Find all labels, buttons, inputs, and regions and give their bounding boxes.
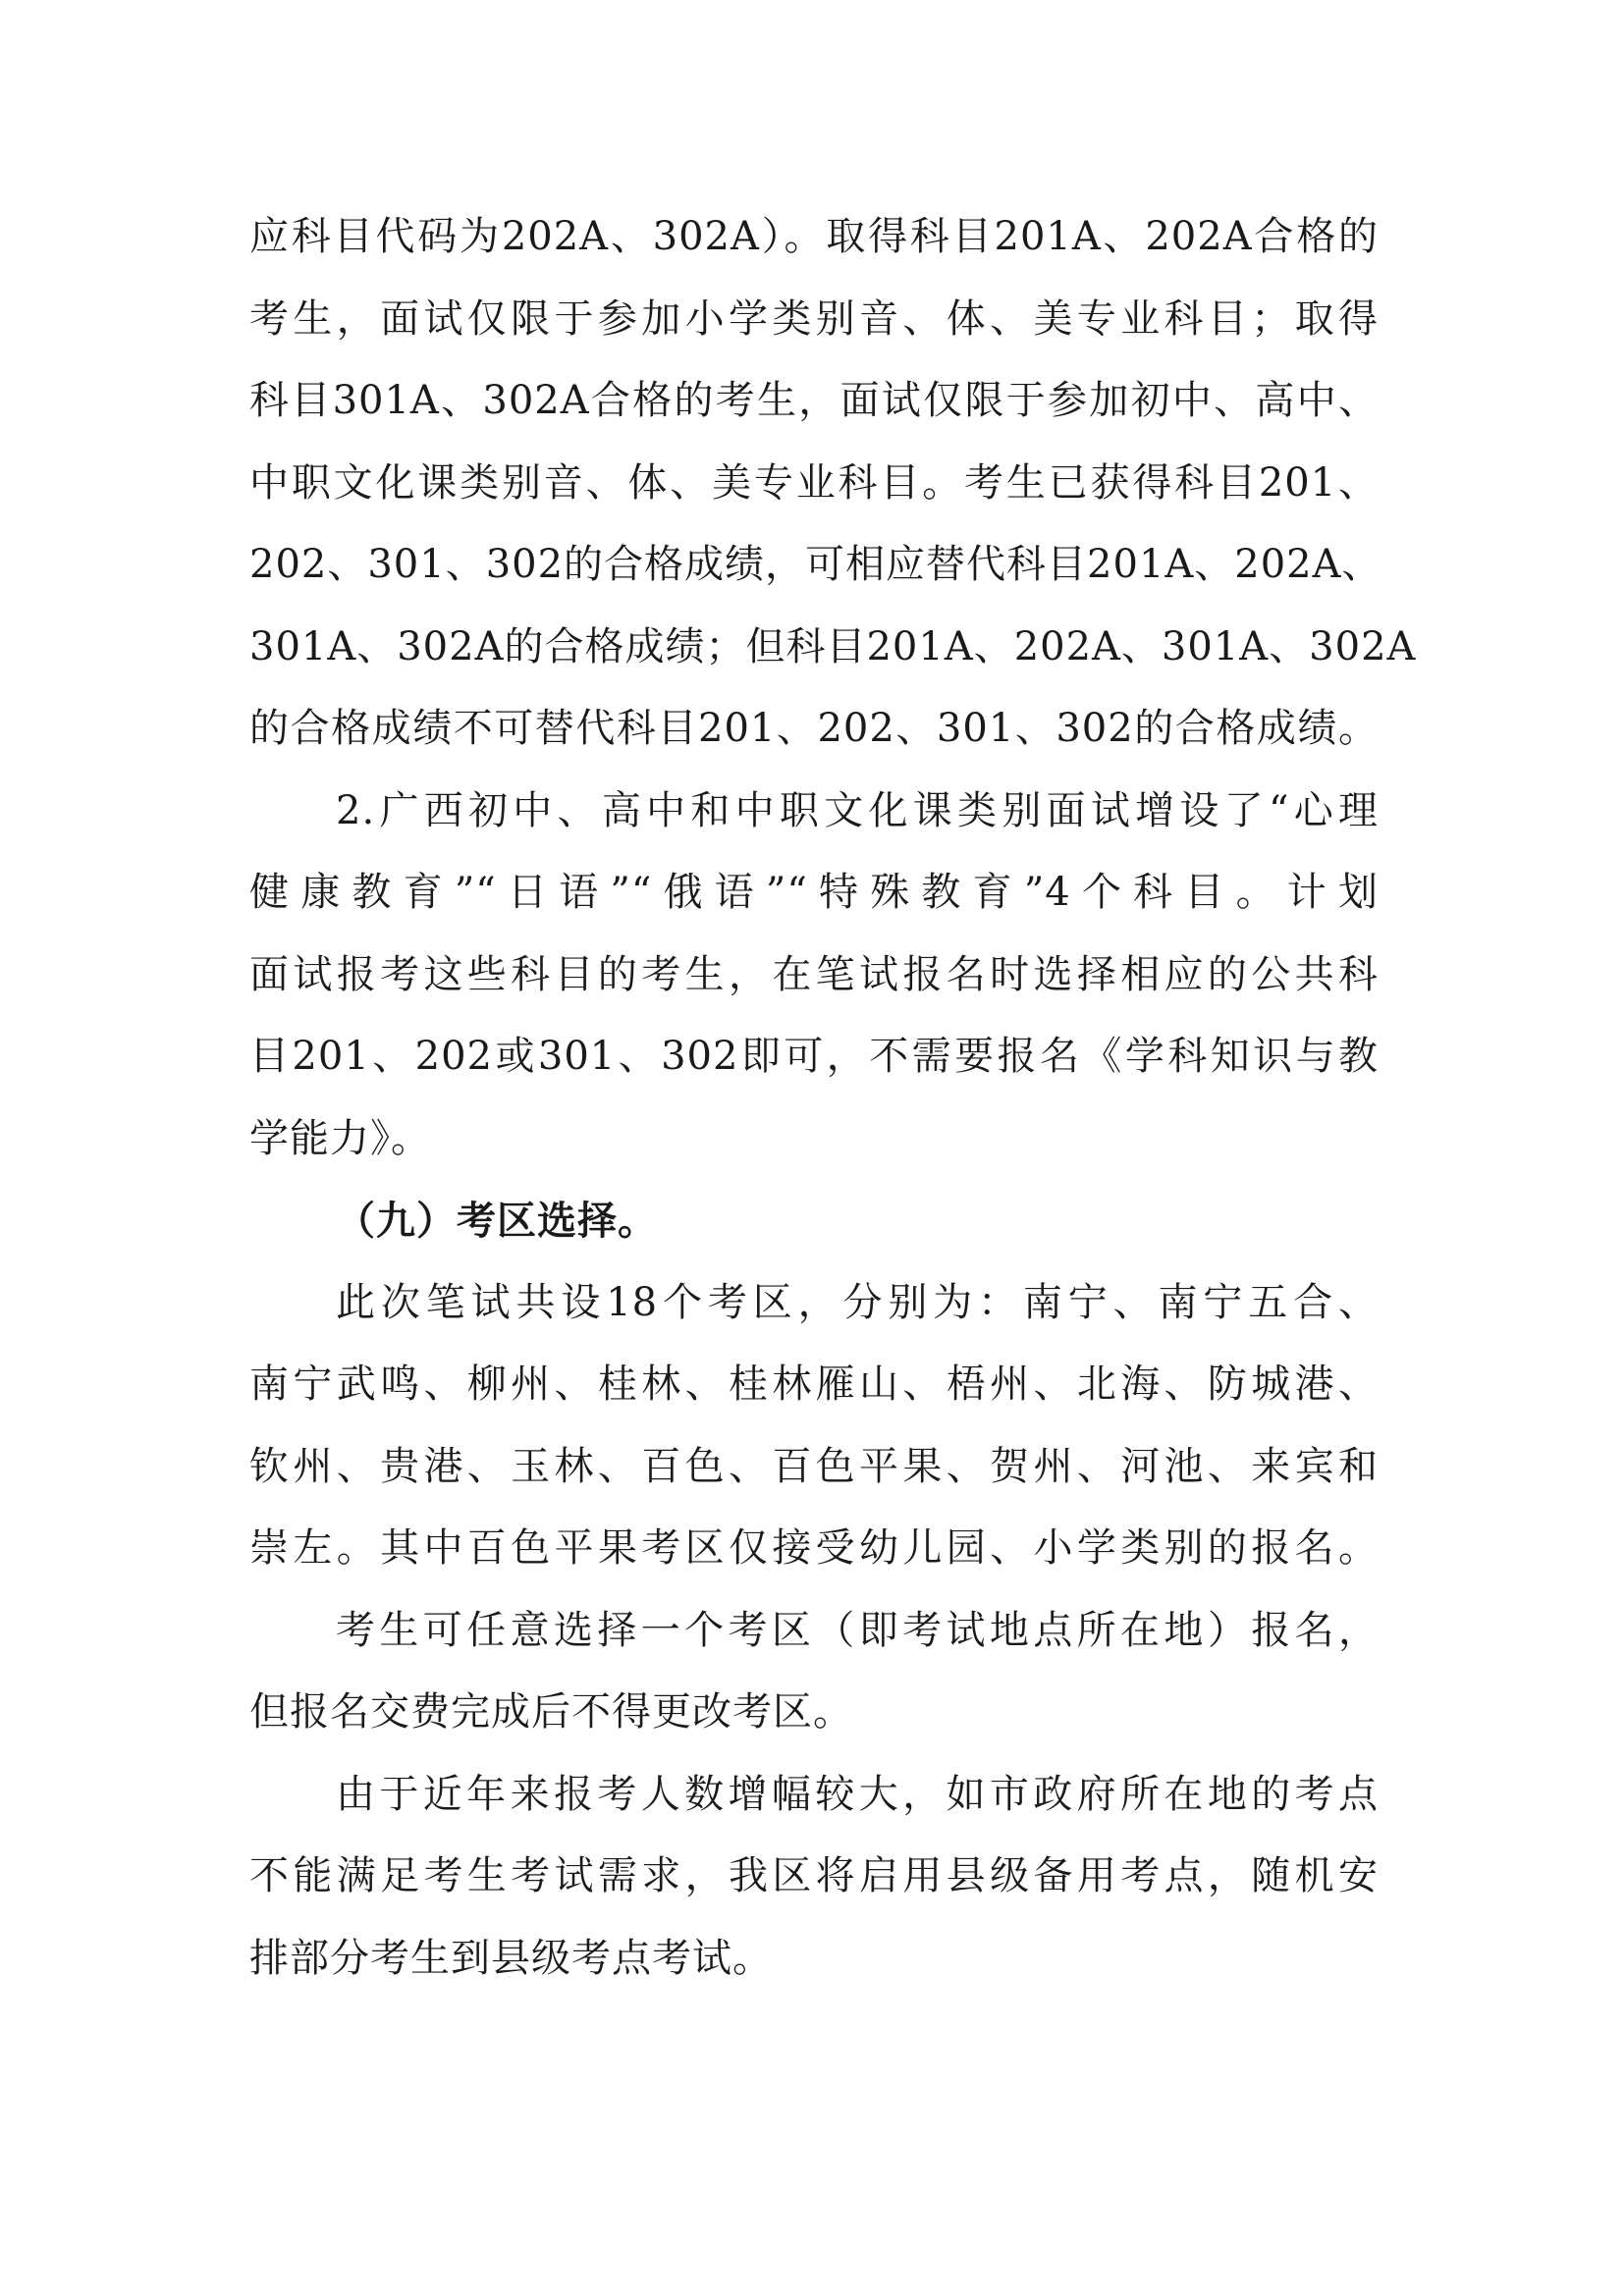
text-line: 301A、302A的合格成绩；但科目201A、202A、301A、302A — [249, 623, 1417, 669]
text-line: 由于近年来报考人数增幅较大，如市政府所在地的考点 — [336, 1771, 1379, 1817]
text-line: 钦州、贵港、玉林、百色、百色平果、贺州、河池、来宾和 — [249, 1443, 1379, 1489]
text-line: 考生可任意选择一个考区（即考试地点所在地）报名， — [336, 1607, 1379, 1653]
text-line: 但报名交费完成后不得更改考区。 — [249, 1689, 853, 1735]
text-line: 202、301、302的合格成绩，可相应替代科目201A、202A、 — [249, 542, 1382, 587]
text-line: 目201、202或301、302即可，不需要报名《学科知识与教 — [249, 1034, 1379, 1079]
paragraph-backup-venues — [249, 1754, 1379, 2001]
text-line: 健康教育”“日语”“俄语”“特殊教育”4个科目。计划 — [249, 870, 1379, 915]
text-line: 排部分考生到县级考点考试。 — [249, 1935, 773, 1981]
section-heading: （九）考区选择。 — [336, 1198, 658, 1244]
paragraph-area-choice — [249, 1590, 1379, 1754]
text-line: 面试报考这些科目的考生，在笔试报名时选择相应的公共科 — [249, 951, 1379, 997]
text-line: 中职文化课类别音、体、美专业科目。考生已获得科目201、 — [249, 459, 1379, 506]
document-body — [249, 196, 1417, 2000]
text-line: 的合格成绩不可替代科目201、202、301、302的合格成绩。 — [249, 706, 1379, 751]
text-line: 应科目代码为202A、302A）。取得科目201A、202A合格的 — [249, 214, 1379, 259]
text-line: 崇左。其中百色平果考区仅接受幼儿园、小学类别的报名。 — [249, 1525, 1379, 1571]
paragraph-new-subjects — [249, 771, 1379, 1181]
text-line: 科目301A、302A合格的考生，面试仅限于参加初中、高中、 — [249, 378, 1379, 423]
text-line: 考生，面试仅限于参加小学类别音、体、美专业科目；取得 — [249, 295, 1379, 342]
text-line: 此次笔试共设18个考区，分别为：南宁、南宁五合、 — [336, 1279, 1379, 1325]
text-line: 2.广西初中、高中和中职文化课类别面试增设了“心理 — [336, 787, 1379, 833]
text-line: 南宁武鸣、柳州、桂林、桂林雁山、梧州、北海、防城港、 — [249, 1362, 1379, 1407]
text-line: 学能力》。 — [249, 1115, 431, 1161]
paragraph-exam-areas — [249, 1262, 1379, 1590]
paragraph-subject-codes — [249, 196, 1417, 771]
text-line: 不能满足考生考试需求，我区将启用县级备用考点，随机安 — [249, 1853, 1379, 1898]
